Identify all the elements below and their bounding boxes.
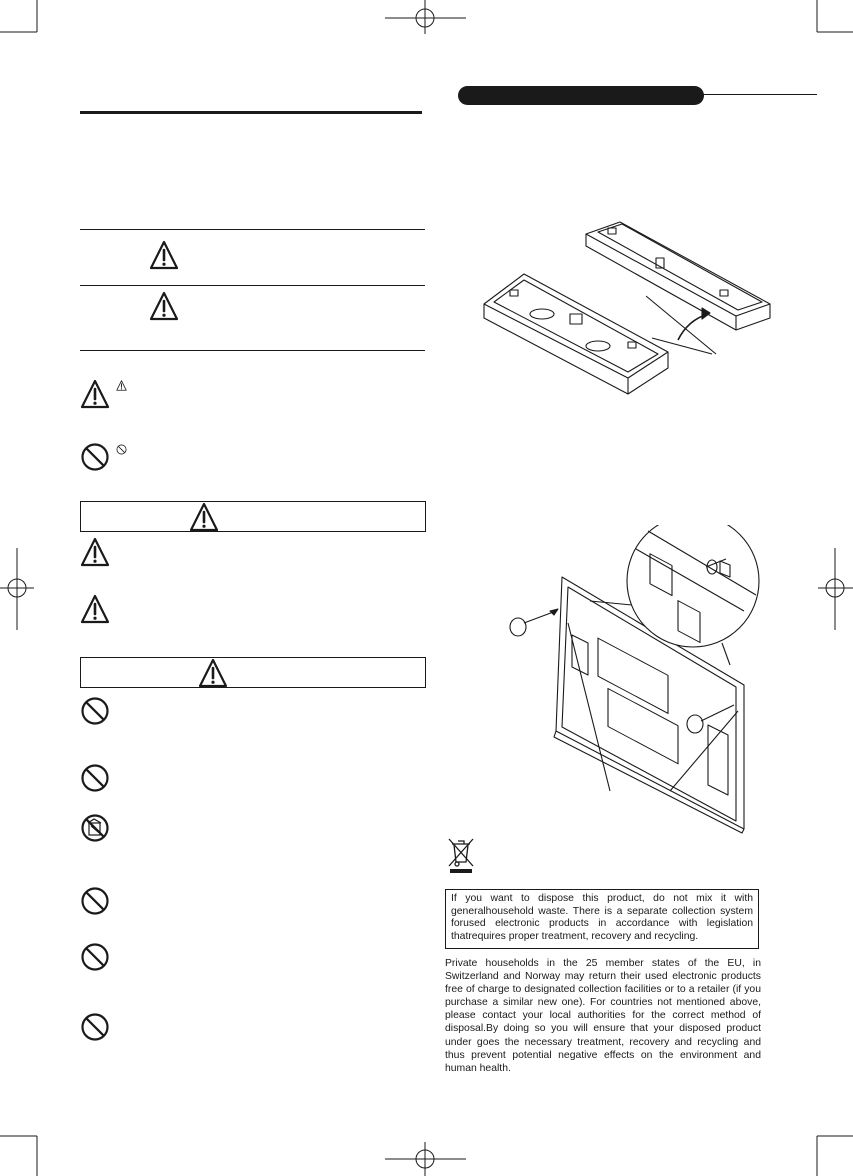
section-header-bar [458, 86, 704, 105]
title-rule [80, 111, 422, 114]
table-caution-icon [149, 291, 179, 321]
warning-header-icon [189, 502, 219, 532]
warning-header-box [80, 501, 426, 532]
section-header-rule [700, 94, 817, 95]
disposal-notice-text: If you want to dispose this product, do not mix it with generalhousehold waste. There is a separate collection system forused electronic products in accordance with legislation thatrequires proper treatment, recovery and recycling. [451, 893, 753, 942]
legend-small-prohibition-icon [116, 444, 127, 455]
table-bottom-rule [80, 350, 425, 351]
no-disassembly-icon [80, 813, 110, 843]
legend-prohibition-icon [80, 442, 110, 472]
caution-item-6-icon [80, 1012, 110, 1042]
stand-base-icon [480, 218, 780, 398]
caution-header-box [80, 657, 426, 688]
caution-item-4-icon [80, 886, 110, 916]
caution-item-1-icon [80, 696, 110, 726]
tv-panel-icon [498, 525, 768, 835]
caution-item-2-icon [80, 763, 110, 793]
caution-item-5-icon [80, 942, 110, 972]
stand-illustration [480, 218, 780, 398]
table-middle-rule [80, 285, 425, 286]
warning-item-2-icon [80, 594, 110, 624]
table-top-rule [80, 229, 425, 230]
legend-warning-icon [80, 379, 110, 409]
caution-header-icon [198, 658, 228, 688]
warning-item-1-icon [80, 537, 110, 567]
table-warning-icon [149, 240, 179, 270]
panel-illustration [498, 525, 768, 835]
disposal-notice-box [445, 889, 759, 949]
crossed-out-bin-icon [446, 836, 476, 874]
legend-small-warning-icon [116, 380, 127, 391]
disposal-paragraph: Private households in the 25 member states of the EU, in Switzerland and Norway may return their used electronic products free of charge to designated collection facilities or to a retailer (if you purchase a similar new one). For countries not mentioned above, please contact your local authorities for the correct method of disposal.By doing so you will ensure that your disposed product under goes the necessary treatment, recovery and recycling and thus prevent potential negative effects on the environment and human health. [445, 958, 761, 1074]
